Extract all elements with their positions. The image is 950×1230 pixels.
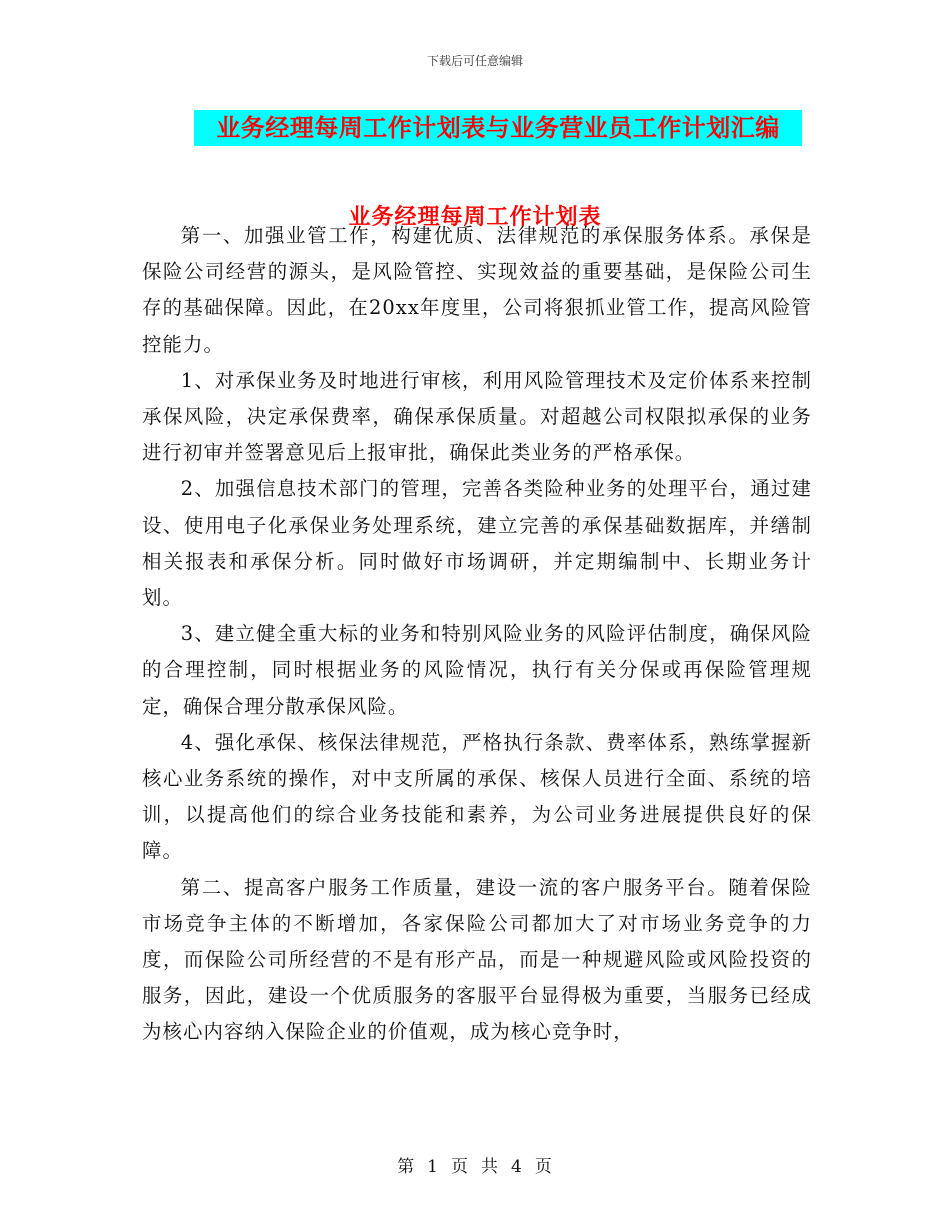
paragraph-3: 2、加强信息技术部门的管理，完善各类险种业务的处理平台，通过建设、使用电子化承保业务处理系统，建立完善的承保基础数据库，并缮制相关报表和承保分析。同时做好市场调研，并定期编制中、长期业务计划。 — [142, 477, 812, 610]
footer-prefix: 第 — [397, 1157, 416, 1177]
footer-page-word: 页 — [451, 1157, 469, 1177]
section-title: 业务经理每周工作计划表 — [348, 205, 602, 230]
paragraph-1: 第一、加强业管工作，构建优质、法律规范的承保服务体系。承保是保险公司经营的源头，是风险管控、实现效益的重要基础，是保险公司生存的基础保障。因此，在20xx年度里，公司将狠抓业管工作，提高风险管控能力。 — [142, 224, 812, 356]
footer-total-pages: 4 — [511, 1157, 523, 1177]
paragraph-6: 第二、提高客户服务工作质量，建设一流的客户服务平台。随着保险市场竞争主体的不断增加，各家保险公司都加大了对市场业务竞争的力度，而保险公司所经营的不是有形产品，而是一种规避风险或风险投资的服务，因此，建设一个优质服务的客服平台显得极为重要，当服务已经成为核心内容纳入保险企业的价值观，成为核心竞争时， — [142, 875, 812, 1044]
document-body — [142, 218, 812, 1051]
paragraph-4: 3、建立健全重大标的业务和特别风险业务的风险评估制度，确保风险的合理控制，同时根据业务的风险情况，执行有关分保或再保险管理规定，确保合理分散承保风险。 — [142, 622, 812, 718]
main-title-highlight — [194, 110, 802, 146]
header-note: 下载后可任意编辑 — [426, 54, 523, 68]
paragraph-2: 1、对承保业务及时地进行审核，利用风险管理技术及定价体系来控制承保风险，决定承保费率，确保承保质量。对超越公司权限拟承保的业务进行初审并签署意见后上报审批，确保此类业务的严格承保。 — [142, 368, 812, 465]
footer-suffix: 页 — [534, 1157, 553, 1177]
footer-total-word: 共 — [481, 1157, 499, 1177]
footer-current-page: 1 — [427, 1157, 439, 1177]
paragraph-5: 4、强化承保、核保法律规范，严格执行条款、费率体系，熟练掌握新核心业务系统的操作，对中支所属的承保、核保人员进行全面、系统的培训，以提高他们的综合业务技能和素养，为公司业务进展提供良好的保障。 — [142, 730, 812, 863]
main-title: 业务经理每周工作计划表与业务营业员工作计划汇编 — [216, 114, 780, 142]
page-footer — [0, 1152, 950, 1177]
